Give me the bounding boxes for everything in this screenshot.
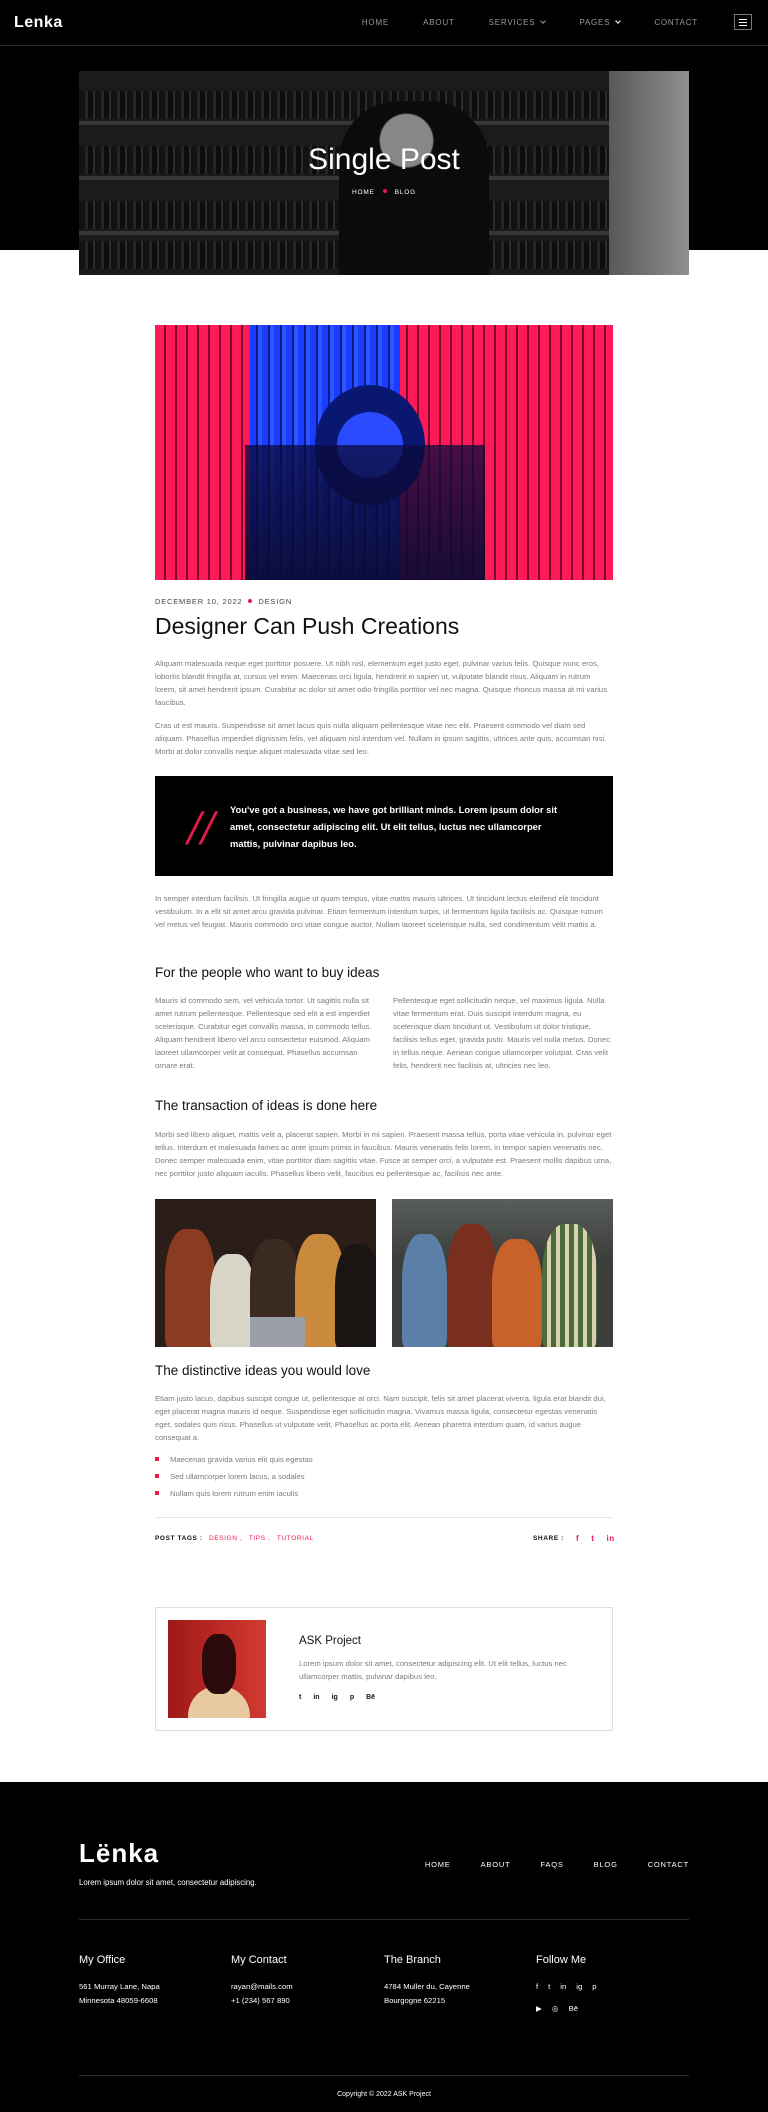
post-title: Designer Can Push Creations: [155, 613, 460, 639]
footer: [0, 1782, 768, 2112]
divider: [155, 1517, 613, 1518]
youtube-icon[interactable]: ▶: [536, 2004, 542, 2013]
post-paragraph-3: In semper interdum facilisis. Ut fringilla augue ut quam tempus, vitae mattis mauris ultrices. Ut tincidunt lectus eleifend elit tincidunt vestibulum. In a elit sit amet arcu gravida pulvinar. Etiam fermentum interdum turpis, ut fermentum ligula facilisis ac. Quisque rutrum vel metus vel feugiat. Mauris commodo orci vitae congue auctor. Nullam laoreet scelerisque nulla, sed condimentum velit mattis a.: [155, 894, 603, 929]
post-paragraph-5: Etiam justo lacus, dapibus suscipit congue ut, pellentesque at orci. Nam suscipit, felis sit amet placerat viverra, ligula erat blandit dui, eget placerat magna mauris id neque. Suspendisse eget sollicitudin magna. Vivamus massa ligula, consectetur egestas venenatis eget, sodales quis risus. Phasellus ut vulputate velit. Phasellus ac porta elit. Aenean pharetra interdum quam, id varius augue consequat a.: [155, 1394, 606, 1442]
footer-divider: [79, 1919, 689, 1920]
section-heading-transaction: The transaction of ideas is done here: [155, 1098, 378, 1113]
page-title: Single Post: [308, 143, 460, 176]
tag-link-tutorial[interactable]: TUTORIAL: [276, 1535, 314, 1542]
list-item: Sed ullamcorper lorem lacus, a sodales: [155, 1472, 313, 1481]
footer-email[interactable]: rayan@mails.com: [231, 1982, 293, 1991]
post-tags: POST TAGS : DESIGN , TIPS , TUTORIAL: [155, 1535, 314, 1542]
footer-office: [79, 1954, 229, 2008]
footer-logo[interactable]: Lënka: [79, 1838, 160, 1868]
footer-nav-home[interactable]: HOME: [424, 1860, 451, 1869]
footer-contact-title: My Contact: [231, 1954, 287, 1966]
tag-link-tips[interactable]: TIPS: [248, 1535, 266, 1542]
linkedin-icon[interactable]: in: [313, 1694, 320, 1701]
nav-services[interactable]: [489, 18, 546, 27]
footer-office-title: My Office: [79, 1954, 126, 1966]
footer-bottom-divider: [79, 2075, 689, 2076]
navbar: [0, 0, 768, 46]
footer-phone[interactable]: +1 (234) 567 890: [231, 1996, 290, 2005]
nav-about[interactable]: ABOUT: [423, 18, 455, 27]
dribbble-icon[interactable]: ◎: [551, 2004, 559, 2013]
post-tags-label: POST TAGS :: [155, 1535, 203, 1542]
tag-link-design[interactable]: DESIGN: [209, 1535, 238, 1542]
footer-branch: [384, 1954, 534, 2008]
author-bio: Lorem ipsum dolor sit amet, consectetur adipiscing elit. Ut elit tellus, luctus nec ullamcorper mattis, pulvinar dapibus leo.: [299, 1659, 567, 1681]
footer-branch-title: The Branch: [384, 1954, 441, 1966]
footer-branch-line1: 4784 Muller du, Cayenne: [384, 1982, 470, 1991]
team-photo-right: [392, 1199, 613, 1347]
share-label: SHARE :: [533, 1535, 564, 1542]
footer-social-row-2: [536, 2002, 686, 2016]
pinterest-icon[interactable]: p: [349, 1694, 355, 1701]
section-heading-buy: For the people who want to buy ideas: [155, 965, 380, 980]
breadcrumb: [79, 189, 689, 196]
hamburger-menu-icon[interactable]: [734, 14, 752, 30]
facebook-icon[interactable]: f: [575, 1534, 580, 1543]
quote-icon: //: [188, 805, 215, 851]
instagram-icon[interactable]: ig: [576, 1982, 583, 1991]
meta-separator-icon: [248, 599, 252, 603]
linkedin-icon[interactable]: in: [560, 1982, 567, 1991]
share-bar: [533, 1534, 615, 1543]
chevron-down-icon: [541, 18, 547, 24]
nav-pages-label: PAGES: [579, 18, 611, 27]
nav-contact[interactable]: CONTACT: [654, 18, 698, 27]
footer-menu: [395, 1860, 689, 1869]
post-date: DECEMBER 10, 2022: [155, 597, 243, 606]
post-category[interactable]: DESIGN: [258, 597, 292, 606]
post-paragraph-4: Morbi sed libero aliquet, mattis velit a, placerat sapien. Morbi in mi sapien. Praesent massa tellus, porta vitae vehicula in, pulvinar eget tellus. Interdum et malesuada fames ac ante ipsum primis in faucibus. Mauris venenatis felis lorem, in tempor sapien venenatis nec. Donec semper malesuada enim, vitae porttitor diam sagittis vitae. Fusce at semper orci, a vulputate est. Praesent mollis dapibus urna, nec porttitor justo aliquam iaculis. Phasellus libero velit, faucibus eu pellentesque ac, facilisis nec ante.: [155, 1130, 612, 1178]
bullet-list: [155, 1455, 313, 1506]
facebook-icon[interactable]: f: [536, 1982, 539, 1991]
pinterest-icon[interactable]: p: [592, 1982, 597, 1991]
footer-follow: [536, 1954, 686, 2024]
linkedin-icon[interactable]: in: [606, 1534, 615, 1543]
copyright: Copyright © 2022 ASK Project: [337, 2091, 431, 2098]
breadcrumb-current: BLOG: [394, 189, 416, 196]
breadcrumb-home[interactable]: HOME: [352, 189, 375, 196]
footer-contact: [231, 1954, 381, 2008]
post-paragraph-2: Cras ut est mauris. Suspendisse sit amet lacus quis nulla aliquam pellentesque vitae nec elit. Praesent commodo vel diam sed aliquam. Phasellus imperdiet dignissim felis, vel aliquam nisl interdum vel. Nullam in ipsum sagittis, ultrices ante quis, accumsan nisi. Morbi at dolor convallis neque aliquet malesuada vitae sed leo.: [155, 721, 607, 756]
twitter-icon[interactable]: t: [548, 1982, 551, 1991]
quote-text: You've got a business, we have got brilliant minds. Lorem ipsum dolor sit amet, consectetur adipiscing elit. Ut elit tellus, luctus nec ullamcorper mattis, pulvinar dapibus leo.: [230, 804, 558, 849]
section-heading-distinctive: The distinctive ideas you would love: [155, 1363, 371, 1378]
list-item: Nullam quis lorem rutrum enim iaculis: [155, 1489, 313, 1498]
list-item: Maecenas gravida varius elit quis egestas: [155, 1455, 313, 1464]
column-left-text: Mauris id commodo sem, vel vehicula tortor. Ut sagittis nulla sit amet rutrum pellentesque. Pellentesque sed elit a est imperdiet scelerisque. Curabitur eget convallis massa, in commodo tellus. Aliquam hendrerit libero vel arcu consectetur euismod. Aliquam laoreet ullamcorper velit at consequat. Phasellus accumsan ornare erat.: [155, 996, 372, 1070]
column-right-text: Pellentesque eget sollicitudin neque, vel maximus ligula. Nulla vitae fermentum erat. Duis suscipit interdum magna, eu scelerisque diam tincidunt ut. Vestibulum ut dolor tristique, facilisis tellus eget, gravida justo. Mauris vel nulla metus. Donec in tellus neque. Aenean congue ullamcorper volutpat. Cras velit felis, hendrerit nec facilisis at, ultricies nec leo.: [393, 996, 611, 1070]
author-box: [155, 1607, 613, 1731]
footer-office-line1: 561 Murray Lane, Napa: [79, 1982, 160, 1991]
hero-banner: [79, 71, 689, 275]
author-socials: [299, 1694, 375, 1701]
footer-nav-blog[interactable]: BLOG: [593, 1860, 618, 1869]
featured-image: [155, 325, 613, 580]
nav-services-label: SERVICES: [488, 18, 536, 27]
post-paragraph-1: Aliquam malesuada neque eget porttitor posuere. Ut nibh nisl, elementum eget justo eget, pulvinar varius felis. Quisque nunc eros, lobortis blandit fringilla at, cursus vel enim. Maecenas orci ligula, hendrerit in sapien ut, vulputate blandit risus. Aliquam in rutrum lorem, sit amet hendrerit ipsum. Curabitur ac dolor sit amet odio fringilla porttitor vel nec magna. Quisque rhoncus massa at mi varius faucibus.: [155, 659, 608, 707]
footer-branch-line2: Bourgogne 62215: [384, 1996, 446, 2005]
breadcrumb-separator-icon: [383, 189, 387, 193]
footer-social-row-1: [536, 1980, 686, 1994]
nav-pages[interactable]: [579, 18, 620, 27]
twitter-icon[interactable]: t: [591, 1534, 595, 1543]
author-name: ASK Project: [299, 1635, 361, 1647]
footer-nav-about[interactable]: ABOUT: [480, 1860, 511, 1869]
footer-nav-contact[interactable]: CONTACT: [647, 1860, 689, 1869]
nav-home[interactable]: HOME: [361, 18, 390, 27]
behance-icon[interactable]: Bē: [568, 2004, 579, 2013]
post-meta: [155, 597, 292, 606]
chevron-down-icon: [615, 18, 621, 24]
instagram-icon[interactable]: ig: [331, 1694, 338, 1701]
footer-office-line2: Minnesota 48059-6608: [79, 1996, 158, 2005]
footer-tagline: Lorem ipsum dolor sit amet, consectetur adipiscing.: [79, 1878, 257, 1887]
main-menu: [328, 18, 698, 27]
twitter-icon[interactable]: t: [299, 1694, 302, 1701]
team-photo-left: [155, 1199, 376, 1347]
footer-follow-title: Follow Me: [536, 1954, 587, 1966]
behance-icon[interactable]: Bē: [366, 1694, 376, 1701]
site-logo[interactable]: Lenka: [14, 14, 63, 31]
footer-nav-faqs[interactable]: FAQS: [540, 1860, 564, 1869]
blockquote: [155, 776, 613, 876]
author-avatar: [168, 1620, 266, 1718]
